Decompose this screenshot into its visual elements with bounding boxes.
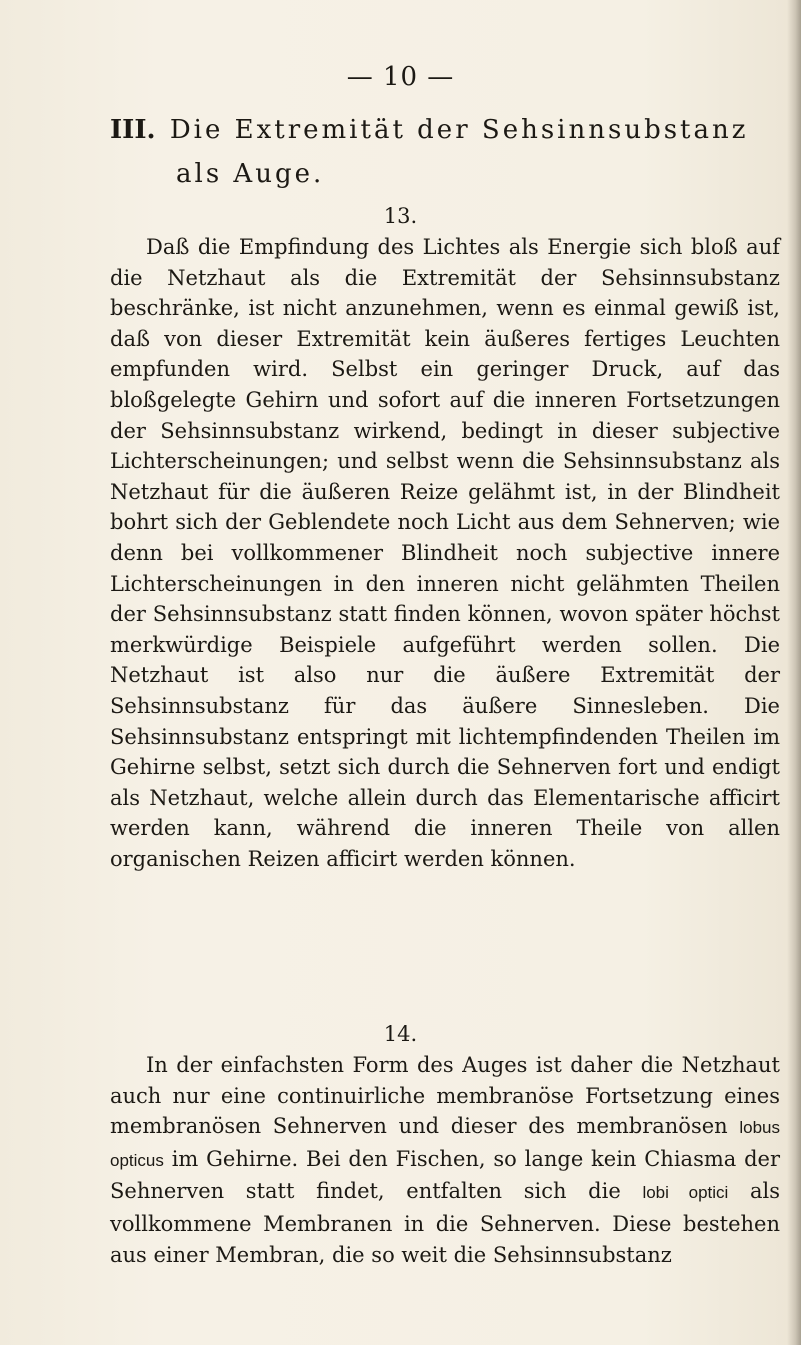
section-number-13: 13. — [383, 204, 418, 228]
section-13-paragraph: Daß die Empfindung des Lichtes als Energie sich bloß auf die Netzhaut als die Extremität der Sehsinnsubstanz beschränke, ist nicht anzunehmen, wenn es einmal gewiß ist, daß von dieser Extremität kein äußeres fertiges Leuchten empfunden wird. Selbst ein geringer Druck, auf das bloßgelegte Gehirn und sofort auf die inneren Fortsetzungen der Sehsinnsubstanz wirkend, bedingt in dieser subjective Lichterscheinungen; und selbst wenn die Sehsinnsubstanz als Netzhaut für die äußeren Reize gelähmt ist, in der Blindheit bohrt sich der Geblendete noch Licht aus dem Sehnerven; wie denn bei vollkommener Blindheit noch subjective innere Lichterscheinungen in den inneren nicht gelähmten Theilen der Sehsinnsubstanz statt finden können, wovon später höchst merkwürdige Beispiele aufgeführt werden sollen. Die Netzhaut ist also nur die äußere Extremität der Sehsinnsubstanz für das äußere Sinnesleben. Die Sehsinnsubstanz entspringt mit lichtempfindenden Theilen im Gehirne selbst, setzt sich durch die Sehnerven fort und endigt als Netzhaut, welche allein durch das Elementarische afficirt werden kann, während die inneren Theile von allen organischen Reizen afficirt werden können. — [110, 235, 780, 871]
latin-term-lobus-opticus: lobus opticus — [110, 1118, 780, 1170]
page-number: — 10 — — [346, 62, 455, 92]
heading-roman-numeral: III. — [110, 115, 156, 145]
section-14-text-part2: im Gehirne. Bei den Fischen, so lange kein Chiasma der Sehnerven statt findet, entfalten sich die — [110, 1146, 780, 1204]
heading-title-line1: Die Extremität der Sehsinnsubstanz — [169, 115, 749, 145]
section-14-paragraph — [110, 1050, 780, 1270]
heading-title-line2: als Auge. — [176, 159, 325, 189]
section-14-text-part3: als vollkommene Membranen in die Sehnerven. Diese bestehen aus einer Membran, die so weit die Sehsinnsubstanz — [110, 1179, 780, 1267]
section-number-14: 14. — [383, 1022, 418, 1046]
latin-term-lobi-optici: lobi optici — [642, 1183, 729, 1203]
chapter-heading — [110, 108, 760, 196]
section-14-text-part1: In der einfachsten Form des Auges ist daher die Netzhaut auch nur eine continuirliche membranöse Fortsetzung eines membranösen Sehnerven und dieser des membranösen — [110, 1053, 780, 1139]
page-edge-shadow — [787, 0, 801, 1345]
